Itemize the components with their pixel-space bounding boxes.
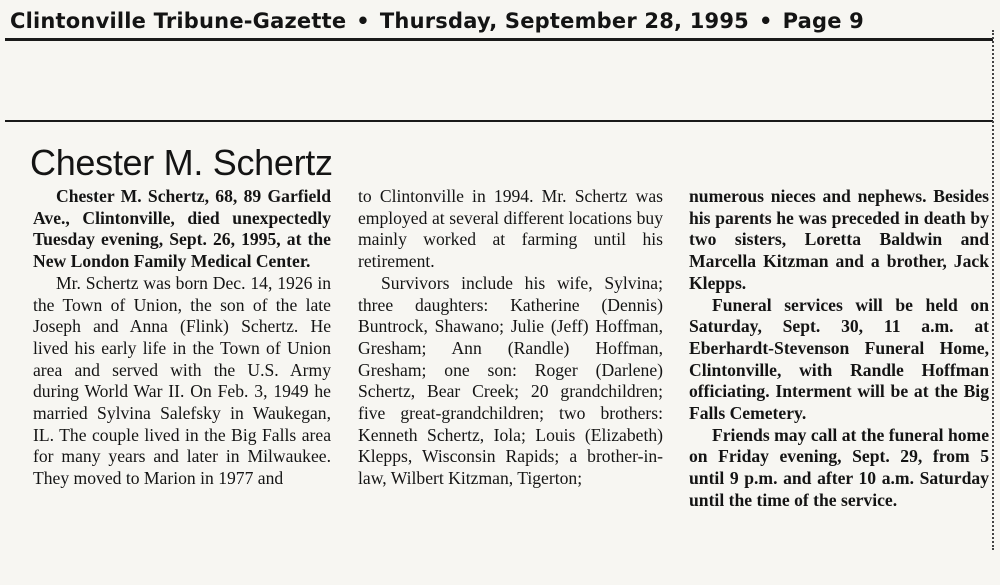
obituary-biography-paragraph: Mr. Schertz was born Dec. 14, 1926 in the Town of Union, the son of the late Joseph and Anna (Flink) Schertz. He lived his early life in the Town of Union area and served with the U.S. Army during World War II. On Feb. 3, 1949 he married Sylvina Salefsky in Waukegan, IL. The couple lived in the Big Falls area for many years and later in Milwaukee. They moved to Marion in 1977 and — [33, 272, 331, 489]
article-column-3 — [689, 186, 989, 512]
article-column-1 — [33, 186, 331, 490]
obituary-lead-paragraph: Chester M. Schertz, 68, 89 Garfield Ave., Clintonville, died unexpectedly Tuesday evening, Sept. 26, 1995, at the New London Family Medical Center. — [33, 186, 331, 272]
newspaper-name: Clintonville Tribune-Gazette — [10, 9, 347, 33]
article-column-2 — [358, 186, 663, 490]
section-rule — [5, 120, 993, 122]
obituary-biography-continued: to Clintonville in 1994. Mr. Schertz was employed at several different locations buy mainly worked at farming until his retirement. — [358, 186, 663, 272]
obituary-headline: Chester M. Schertz — [30, 142, 333, 183]
obituary-visitation-paragraph: Friends may call at the funeral home on Friday evening, Sept. 29, from 5 until 9 p.m. and after 10 a.m. Saturday until the time of the service. — [689, 424, 989, 510]
issue-date: Thursday, September 28, 1995 — [379, 9, 749, 33]
clipping-edge — [992, 30, 996, 550]
bullet-separator: • — [758, 9, 773, 33]
masthead-rule — [5, 38, 993, 41]
bullet-separator: • — [356, 9, 370, 33]
obituary-survivors-paragraph: Survivors include his wife, Sylvina; three daughters: Katherine (Dennis) Buntrock, Shawano; Julie (Jeff) Hoffman, Gresham; Ann (Randle) Hoffman, Gresham; one son: Roger (Darlene) Schertz, Bear Creek; 20 grandchildren; five great-grandchildren; two brothers: Kenneth Schertz, Iola; Louis (Elizabeth) Klepps, Wisconsin Rapids; a brother-in-law, Wilbert Kitzman, Tigerton; — [358, 272, 663, 489]
masthead — [10, 8, 985, 34]
obituary-survivors-continued: numerous nieces and nephews. Besides his parents he was preceded in death by two sisters, Loretta Baldwin and Marcella Kitzman and a brother, Jack Klepps. — [689, 186, 989, 293]
obituary-services-paragraph: Funeral services will be held on Saturday, Sept. 30, 11 a.m. at Eberhardt-Stevenson Funeral Home, Clintonville, with Randle Hoffman officiating. Interment will be at the Big Falls Cemetery. — [689, 294, 989, 424]
page-number: Page 9 — [782, 9, 864, 33]
